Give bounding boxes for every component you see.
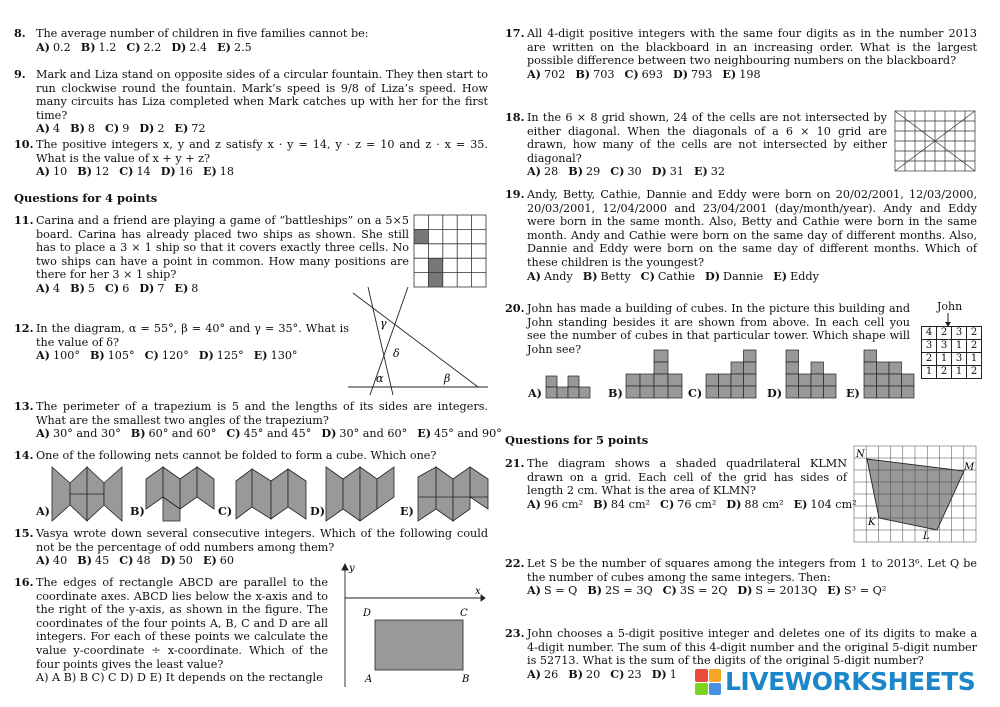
answer-option: B) 45 bbox=[77, 553, 110, 568]
answer-option: C) 14 bbox=[119, 164, 151, 179]
shape-label-b: B) bbox=[608, 386, 623, 400]
question-22: 22. Let S be the number of squares among the integers from 1 to 2013⁶. Let Q be the number of cubes among the same integers. Then: A) S = Q B) 2S = 3Q C) 3S = 2Q D) S = 2013Q E) S³ = Q² bbox=[505, 556, 977, 598]
question-13: 13. The perimeter of a trapezium is 5 and the lengths of its sides are integers. What are the smallest two angles of the trapezium? A) 30° and 30° B) 60° and 60° C) 45° and 45° D) 30° and 60° E) 45° and 90° bbox=[14, 399, 502, 441]
answer-option: D) 793 bbox=[673, 66, 713, 81]
liveworksheets-logo bbox=[695, 668, 975, 696]
question-23: 23. John chooses a 5-digit positive integer and deletes one of its digits to make a 4-digit number. The sum of this 4-digit number and the original 5-digit number is 52713. What is the sum of the digits of the original 5-digit number? A) 26 B) 20 C) 23 D) 1 bbox=[505, 626, 977, 681]
question-18: 18. In the 6 × 8 grid shown, 24 of the cells are not intersected by either diagonal. When the diagonals of a 6 × 10 grid are drawn, how many of the cells are not intersected by either diagonal? A) 28 B) 29 C) 30 D) 31 E) 32 bbox=[505, 110, 887, 179]
answer-option: C) 3S = 2Q bbox=[662, 583, 728, 598]
diagonal-grid bbox=[895, 111, 975, 171]
answer-option: D) Dannie bbox=[705, 268, 764, 283]
answer-option: C) 2.2 bbox=[126, 39, 162, 54]
badge-tile bbox=[709, 669, 722, 682]
shape-d bbox=[786, 350, 836, 398]
svg-text:B: B bbox=[462, 674, 470, 685]
answer-option: C) 6 bbox=[104, 280, 130, 295]
answer-option: E) 104 cm² bbox=[793, 496, 857, 511]
answer-option: B) 703 bbox=[575, 66, 615, 81]
answer-option: A) Andy bbox=[527, 268, 573, 283]
answer-option: C) 48 bbox=[119, 553, 151, 568]
question-11: 11. Carina and a friend are playing a game of “battleships” on a 5×5 board. Carina has already placed two ships as shown. She still has to place a 3 × 1 ship so that it covers exactly three cells. No two ships can have a point in common. How many positions are there for her 3 × 1 ship? A) 4 B) 5 C) 6 D) 7 E) 8 bbox=[14, 213, 409, 295]
answer-options bbox=[36, 426, 502, 441]
quadrilateral-kmln bbox=[867, 459, 964, 530]
answer-option: E) Eddy bbox=[773, 268, 819, 283]
brand-text: LIVEWORKSHEETS bbox=[725, 667, 976, 697]
svg-text:y: y bbox=[349, 563, 355, 574]
beta-label: β bbox=[444, 372, 451, 385]
answer-option: D) S = 2013Q bbox=[737, 583, 818, 598]
badge-tile bbox=[695, 669, 708, 682]
answer-option: E) 2.5 bbox=[217, 39, 252, 54]
question-17: 17. All 4-digit positive integers with the same four digits as in the number 2013 are written on the blackboard in an increasing order. What is the largest possible difference between two neighbouring numbers on the blackboard? A) 702 B) 703 C) 693 D) 793 E) 198 bbox=[505, 26, 977, 81]
answer-option: A) 40 bbox=[36, 553, 68, 568]
section-5-points: Questions for 5 points bbox=[505, 433, 649, 447]
question-16: 16. The edges of rectangle ABCD are parallel to the coordinate axes. ABCD lies below the x-axis and to the right of the y-axis, as shown in the figure. The coordinates of the four points A, B, C and D are all integers. For each of these points we calculate the value y-coordinate ÷ x-coordinate. Which of the four points gives the least value? A) A B) B C) C D) D E) It depends on the rectangle bbox=[14, 575, 328, 685]
answer-option: A) 26 bbox=[527, 666, 559, 681]
answer-option: B) 60° and 60° bbox=[130, 426, 217, 441]
answer-options bbox=[527, 270, 977, 284]
answer-option: A) 96 cm² bbox=[527, 496, 584, 511]
answer-option: E) 198 bbox=[722, 66, 761, 81]
answer-option: E) 60 bbox=[202, 553, 235, 568]
answer-option: A) 28 bbox=[527, 164, 559, 179]
answer-option: D) 88 cm² bbox=[726, 496, 784, 511]
question-8: 8. The average number of children in five families cannot be: A) 0.2 B) 1.2 C) 2.2 D) 2.4 E) 2.5 bbox=[14, 27, 488, 54]
answer-option: A) 702 bbox=[527, 66, 566, 81]
answer-option: A) 100° bbox=[36, 348, 80, 363]
answer-option: D) 125° bbox=[198, 348, 244, 363]
answer-option: A) 0.2 bbox=[36, 39, 71, 54]
svg-text:A: A bbox=[365, 674, 373, 685]
cube-net-d bbox=[326, 467, 394, 521]
rectangle-abcd bbox=[375, 620, 463, 670]
cube-net-b bbox=[146, 467, 214, 521]
answer-options bbox=[527, 68, 977, 82]
question-12: 12. In the diagram, α = 55°, β = 40° and γ = 35°. What is the value of δ? A) 100° B) 105° C) 120° D) 125° E) 130° bbox=[14, 321, 349, 363]
answer-option: D) 2 bbox=[139, 121, 165, 136]
answer-option: D) 7 bbox=[139, 280, 165, 295]
shape-label-a: A) bbox=[528, 386, 542, 400]
angle-diagram bbox=[348, 287, 488, 397]
answer-options bbox=[36, 165, 488, 179]
svg-text:C: C bbox=[460, 608, 468, 619]
net-label-b: B) bbox=[130, 504, 145, 518]
answer-option: E) 8 bbox=[174, 280, 199, 295]
question-10: 10. The positive integers x, y and z satisfy x · y = 14, y · z = 10 and z · x = 35. What is the value of x + y + z? A) 10 B) 12 C) 14 D) 16 E) 18 bbox=[14, 137, 488, 179]
svg-text:K: K bbox=[868, 517, 876, 528]
svg-text:M: M bbox=[964, 462, 975, 473]
answer-option: C) 23 bbox=[610, 666, 642, 681]
answer-option: D) 50 bbox=[160, 553, 193, 568]
net-label-c: C) bbox=[218, 504, 233, 518]
answer-option: C) 45° and 45° bbox=[226, 426, 312, 441]
answer-option: E) 18 bbox=[202, 164, 235, 179]
answer-option: C) 693 bbox=[624, 66, 664, 81]
svg-text:x: x bbox=[475, 586, 481, 597]
shape-b bbox=[626, 350, 682, 398]
cube-net-c bbox=[236, 467, 306, 521]
answer-option: D) 2.4 bbox=[171, 39, 208, 54]
john-label: John bbox=[937, 300, 963, 313]
answer-option: D) 31 bbox=[651, 164, 684, 179]
answer-option: B) 8 bbox=[70, 121, 95, 136]
net-label-d: D) bbox=[310, 504, 325, 518]
battleship-board bbox=[414, 215, 486, 287]
logo-badge-icon bbox=[695, 669, 721, 695]
svg-text:N: N bbox=[856, 449, 865, 460]
shape-e bbox=[864, 350, 914, 398]
question-21: 21. The diagram shows a shaded quadrilateral KLMN drawn on a grid. Each cell of the grid has sides of length 2 cm. What is the area of KLMN? A) 96 cm² B) 84 cm² C) 76 cm² D) 88 cm² E) 104 cm² bbox=[505, 456, 857, 511]
badge-tile bbox=[709, 683, 722, 696]
answer-option: B) 84 cm² bbox=[593, 496, 651, 511]
question-9: 9. Mark and Liza stand on opposite sides of a circular fountain. They then start to run clockwise round the fountain. Mark’s speed is 9/8 of Liza’s speed. How many circuits has Liza completed when Mark catches up with her for the first time? A) 4 B) 8 C) 9 D) 2 E) 72 bbox=[14, 67, 488, 136]
answer-option: B) 1.2 bbox=[80, 39, 117, 54]
answer-option: A) S = Q bbox=[527, 583, 578, 598]
answer-option: B) 20 bbox=[568, 666, 601, 681]
answer-options bbox=[36, 122, 488, 136]
net-label-a: A) bbox=[36, 504, 50, 518]
arrow-down-icon bbox=[944, 313, 952, 327]
question-19: 19. Andy, Betty, Cathie, Dannie and Eddy were born on 20/02/2001, 12/03/2000, 20/03/2001, 12/04/2000 and 23/04/2001 (day/month/year). Andy and Eddy were born in the same month. Also, Betty and Cathie were born in the same month. Andy and Cathie were born on the same day of different months. Also, Dannie and Eddy were born on the same day of different months. Which of these children is the youngest? A) Andy B) Betty C) Cathie D) Dannie E) Eddy bbox=[505, 187, 977, 283]
answer-option: C) 30 bbox=[610, 164, 642, 179]
cube-count-grid: 4 2 3 2 3 3 1 2 2 1 3 1 1 2 1 2 bbox=[921, 326, 982, 379]
net-label-e: E) bbox=[400, 504, 414, 518]
svg-text:L: L bbox=[923, 531, 930, 542]
answer-option: B) Betty bbox=[582, 268, 631, 283]
answer-option: B) 12 bbox=[77, 164, 110, 179]
answer-option: C) 120° bbox=[144, 348, 189, 363]
answer-option: E) 130° bbox=[253, 348, 298, 363]
answer-options bbox=[527, 165, 887, 179]
answer-options bbox=[36, 349, 349, 363]
badge-tile bbox=[695, 683, 708, 696]
answer-options bbox=[527, 584, 977, 598]
answer-option: D) 1 bbox=[651, 666, 677, 681]
answer-options bbox=[527, 496, 857, 512]
answer-option: A) 30° and 30° bbox=[36, 426, 121, 441]
answer-option: C) 9 bbox=[104, 121, 130, 136]
shape-label-c: C) bbox=[688, 386, 703, 400]
alpha-label: α bbox=[376, 372, 384, 385]
answer-option: A) 4 bbox=[36, 121, 61, 136]
answer-option: B) 5 bbox=[70, 280, 95, 295]
delta-label: δ bbox=[393, 347, 400, 360]
answer-option: A) 4 bbox=[36, 280, 61, 295]
answer-line: A) A B) B C) C D) D E) It depends on the rectangle bbox=[36, 671, 323, 685]
section-4-points: Questions for 4 points bbox=[14, 191, 158, 205]
answer-option: B) 2S = 3Q bbox=[587, 583, 653, 598]
cube-net-e bbox=[418, 467, 488, 521]
answer-option: C) 76 cm² bbox=[660, 496, 717, 511]
answer-option: B) 29 bbox=[568, 164, 601, 179]
question-20: 20. John has made a building of cubes. In the picture this building and John standing besides it are shown from above. In each cell you see the number of cubes in that particular tower. Which shape will John see? bbox=[505, 301, 910, 356]
answer-option: E) 72 bbox=[174, 121, 206, 136]
answer-option: E) 45° and 90° bbox=[417, 426, 502, 441]
gamma-label: γ bbox=[380, 317, 387, 330]
question-15: 15. Vasya wrote down several consecutive integers. Which of the following could not be the percentage of odd numbers among them? A) 40 B) 45 C) 48 D) 50 E) 60 bbox=[14, 526, 488, 568]
svg-text:D: D bbox=[363, 608, 372, 619]
kmln-grid bbox=[854, 446, 976, 542]
answer-option: A) 10 bbox=[36, 164, 68, 179]
answer-option: D) 30° and 60° bbox=[321, 426, 408, 441]
shape-c bbox=[706, 350, 756, 398]
question-14: 14. One of the following nets cannot be folded to form a cube. Which one? bbox=[14, 448, 437, 462]
answer-option: B) 105° bbox=[89, 348, 135, 363]
shape-a bbox=[546, 360, 590, 398]
answer-option: E) S³ = Q² bbox=[827, 583, 887, 598]
rectangle-diagram bbox=[335, 562, 485, 687]
shape-label-e: E) bbox=[846, 386, 860, 400]
answer-option: D) 16 bbox=[160, 164, 193, 179]
answer-option: E) 32 bbox=[693, 164, 726, 179]
answer-options bbox=[36, 41, 488, 55]
answer-option: C) Cathie bbox=[640, 268, 696, 283]
cube-net-a bbox=[52, 467, 122, 521]
shape-label-d: D) bbox=[767, 386, 782, 400]
